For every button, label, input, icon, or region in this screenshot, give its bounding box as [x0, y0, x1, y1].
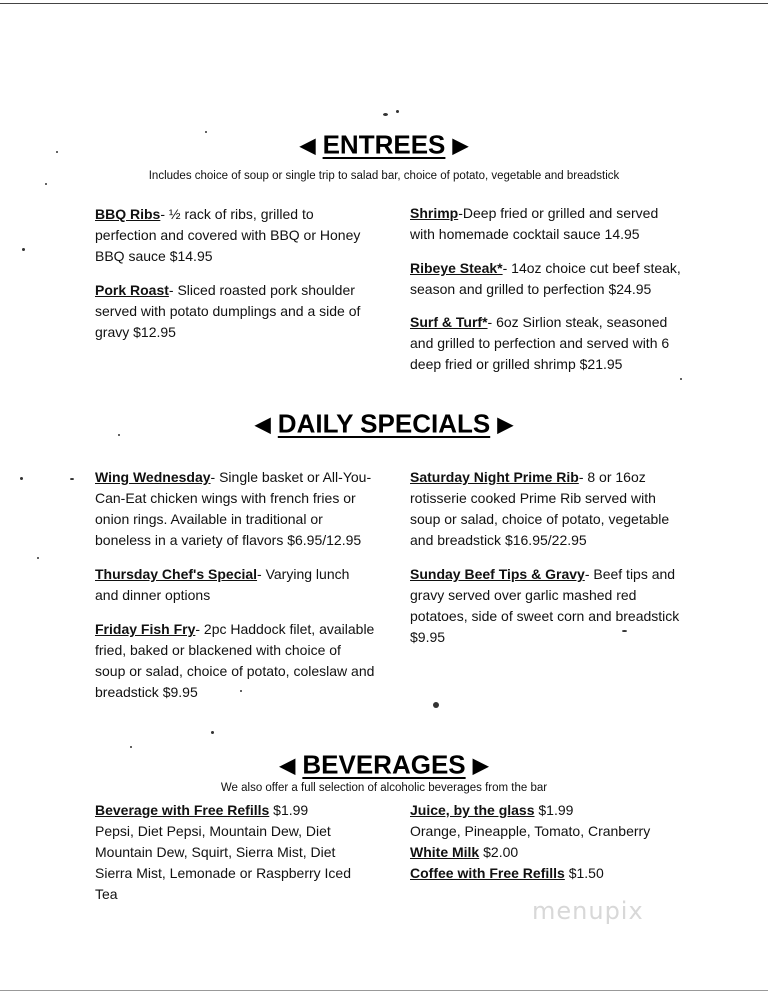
entrees-subtitle: Includes choice of soup or single trip to salad bar, choice of potato, vegetable and breadstick — [148, 170, 620, 182]
item-desc: - Varying lunch and dinner options — [95, 566, 350, 603]
item-name: BBQ Ribs — [95, 206, 161, 222]
watermark: menupix — [532, 897, 644, 925]
special-saturday-prime-rib — [410, 467, 685, 551]
scan-speck — [20, 477, 23, 480]
item-name: Thursday Chef's Special — [95, 566, 258, 582]
beverage-white-milk — [410, 842, 690, 863]
right-arrow-icon: ▶ — [472, 754, 489, 777]
item-desc: - 6oz Sirlion steak, seasoned and grilled to perfection and served with 6 deep fried or grilled shrimp $21.95 — [410, 314, 670, 372]
item-desc: Pepsi, Diet Pepsi, Mountain Dew, Diet Mountain Dew, Squirt, Sierra Mist, Diet Sierra Mist, Lemonade or Raspberry Iced Tea — [95, 823, 351, 902]
bottom-border-line — [0, 990, 768, 991]
item-price: $2.00 — [479, 844, 519, 860]
item-name: Beverage with Free Refills — [95, 802, 270, 818]
item-desc: - 8 or 16oz rotisserie cooked Prime Rib served with soup or salad, choice of potato, vegetable and breadstick $16.95/22.95 — [410, 469, 670, 548]
scan-speck — [396, 110, 399, 113]
special-wing-wednesday — [95, 467, 375, 551]
scan-speck — [56, 151, 58, 153]
special-friday-fish-fry — [95, 619, 375, 703]
item-desc: -Deep fried or grilled and served with homemade cocktail sauce 14.95 — [410, 205, 659, 242]
scan-speck — [205, 131, 207, 133]
scan-speck — [37, 557, 39, 559]
scan-speck — [70, 478, 74, 480]
beverages-heading — [0, 748, 768, 781]
entrees-title: ENTREES — [322, 129, 446, 160]
item-price: $1.99 — [534, 802, 574, 818]
item-desc: - 2pc Haddock filet, available fried, baked or blackened with choice of soup or salad, choice of potato, coleslaw and breadstick $9.95 — [95, 621, 375, 700]
scan-speck — [383, 113, 388, 116]
item-desc: - Single basket or All-You-Can-Eat chicken wings with french fries or onion rings. Available in traditional or boneless in a variety of flavors $6.95/12.95 — [95, 469, 372, 548]
scan-speck — [680, 378, 682, 380]
daily-specials-title: DAILY SPECIALS — [277, 408, 491, 439]
item-name: Coffee with Free Refills — [410, 865, 565, 881]
scan-speck — [211, 731, 214, 734]
left-arrow-icon: ◀ — [255, 413, 271, 436]
item-name: Wing Wednesday — [95, 469, 211, 485]
scan-speck — [130, 746, 132, 748]
item-name: Saturday Night Prime Rib — [410, 469, 579, 485]
left-arrow-icon: ◀ — [279, 754, 296, 777]
menu-item-bbq-ribs — [95, 204, 370, 267]
item-desc: - Sliced roasted pork shoulder served with potato dumplings and a side of gravy $12.95 — [95, 282, 361, 340]
item-name: White Milk — [410, 844, 480, 860]
item-name: Surf & Turf* — [410, 314, 488, 330]
item-desc: - ½ rack of ribs, grilled to perfection and covered with BBQ or Honey BBQ sauce $14.95 — [95, 206, 361, 264]
item-desc: - 14oz choice cut beef steak, season and grilled to perfection $24.95 — [410, 260, 681, 297]
item-name: Friday Fish Fry — [95, 621, 196, 637]
beverage-free-refills — [95, 800, 365, 905]
right-arrow-icon: ▶ — [452, 134, 469, 157]
daily-specials-heading — [0, 407, 768, 440]
item-price: $1.99 — [269, 802, 309, 818]
special-thursday-chef — [95, 564, 375, 606]
top-border-line — [0, 3, 768, 4]
left-arrow-icon: ◀ — [299, 134, 316, 157]
item-name: Pork Roast — [95, 282, 169, 298]
entrees-heading — [0, 128, 768, 161]
item-price: $1.50 — [564, 865, 604, 881]
scan-speck — [118, 434, 120, 436]
beverage-juice — [410, 800, 690, 842]
item-desc: - Beef tips and gravy served over garlic mashed red potatoes, side of sweet corn and breadstick $9.95 — [410, 566, 680, 645]
menu-item-surf-and-turf — [410, 312, 685, 375]
scan-speck — [45, 183, 47, 185]
item-name: Ribeye Steak* — [410, 260, 503, 276]
beverages-subtitle: We also offer a full selection of alcoholic beverages from the bar — [220, 782, 548, 794]
scan-speck — [240, 690, 242, 692]
item-desc: Orange, Pineapple, Tomato, Cranberry — [410, 823, 651, 839]
item-name: Sunday Beef Tips & Gravy — [410, 566, 585, 582]
right-arrow-icon: ▶ — [497, 413, 513, 436]
item-name: Juice, by the glass — [410, 802, 535, 818]
special-sunday-beef-tips — [410, 564, 685, 648]
beverage-coffee — [410, 863, 690, 884]
scan-speck — [622, 630, 627, 632]
scan-speck — [22, 248, 25, 251]
menu-item-ribeye-steak — [410, 258, 685, 300]
menu-item-pork-roast — [95, 280, 370, 343]
menu-item-shrimp — [410, 203, 680, 245]
beverages-title: BEVERAGES — [302, 749, 466, 780]
scan-speck — [433, 702, 439, 708]
item-name: Shrimp — [410, 205, 459, 221]
